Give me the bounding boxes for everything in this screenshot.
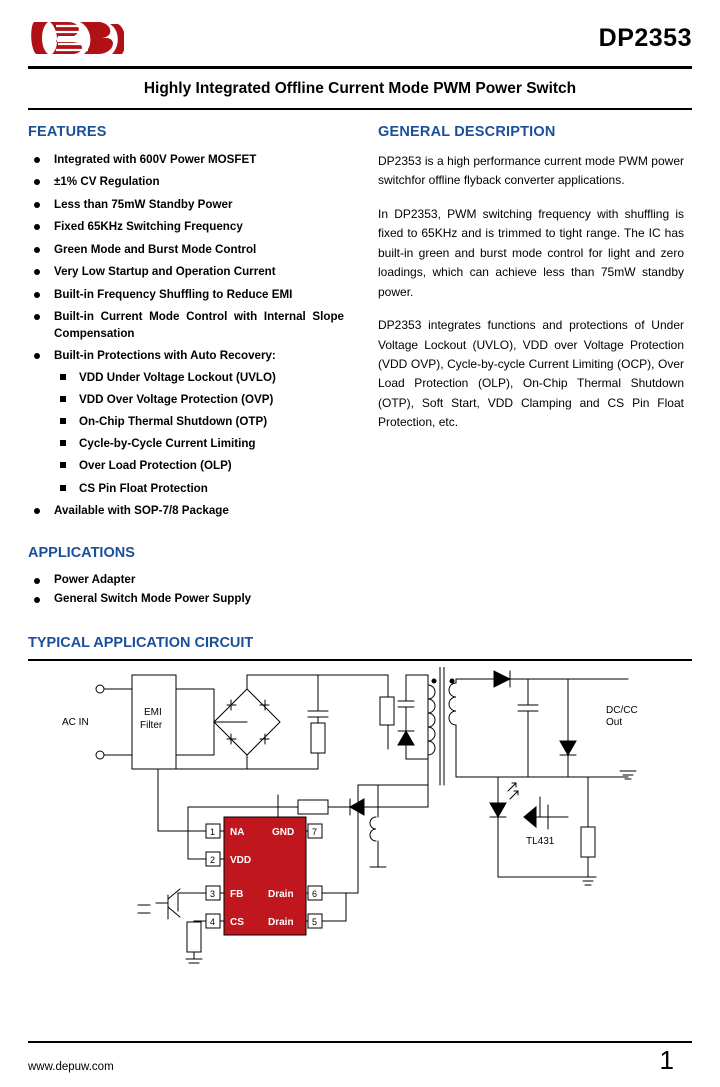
label-emi-line2: Filter bbox=[140, 720, 163, 732]
typical-application-circuit-heading: TYPICAL APPLICATION CIRCUIT bbox=[28, 635, 254, 652]
ic-pin-num-3: 3 bbox=[210, 889, 216, 900]
feature-item: Built-in Current Mode Control with Internal Slope Compensation bbox=[28, 309, 344, 342]
feature-item: Built-in Frequency Shuffling to Reduce EMI bbox=[28, 287, 344, 303]
ic-pin-name-gnd: GND bbox=[272, 827, 295, 839]
circuit-divider bbox=[28, 659, 692, 661]
features-heading: FEATURES bbox=[28, 124, 107, 140]
title-divider bbox=[28, 108, 692, 110]
protections-list bbox=[54, 370, 344, 497]
protection-item: Over Load Protection (OLP) bbox=[54, 458, 344, 474]
feature-item: Available with SOP-7/8 Package bbox=[28, 503, 344, 519]
feature-item: ±1% CV Regulation bbox=[28, 174, 344, 190]
ic-pin-num-7: 7 bbox=[312, 827, 318, 838]
ic-pin-name-drain-5: Drain bbox=[268, 917, 294, 929]
ic-pin-name-fb: FB bbox=[230, 889, 244, 901]
applications-list bbox=[28, 573, 344, 605]
schematic-diagram bbox=[28, 667, 692, 967]
ic-pin-num-5: 5 bbox=[312, 917, 318, 928]
protection-item: VDD Over Voltage Protection (OVP) bbox=[54, 392, 344, 408]
protection-item: CS Pin Float Protection bbox=[54, 481, 344, 497]
ic-pin-name-vdd: VDD bbox=[230, 855, 252, 867]
ic-pin-name-drain-6: Drain bbox=[268, 889, 294, 901]
description-paragraph: DP2353 is a high performance current mode PWM power switchfor offline flyback converter applications. bbox=[378, 154, 684, 188]
ic-pin-num-1: 1 bbox=[210, 827, 216, 838]
protection-item: Cycle-by-Cycle Current Limiting bbox=[54, 436, 344, 452]
label-emi-line1: EMI bbox=[144, 707, 162, 719]
application-item: General Switch Mode Power Supply bbox=[28, 592, 344, 605]
company-logo bbox=[28, 18, 124, 58]
features-list bbox=[28, 152, 344, 519]
feature-item: Integrated with 600V Power MOSFET bbox=[28, 152, 344, 168]
ic-pin-num-4: 4 bbox=[210, 917, 216, 928]
application-item: Power Adapter bbox=[28, 573, 344, 586]
ic-pin-num-2: 2 bbox=[210, 855, 216, 866]
feature-item-label: Built-in Protections with Auto Recovery: bbox=[54, 349, 276, 363]
page-number: 1 bbox=[659, 1045, 674, 1075]
content-columns bbox=[28, 124, 692, 611]
protection-item: On-Chip Thermal Shutdown (OTP) bbox=[54, 414, 344, 430]
feature-item-protections bbox=[28, 348, 344, 497]
protection-item: VDD Under Voltage Lockout (UVLO) bbox=[54, 370, 344, 386]
ic-pin-num-6: 6 bbox=[312, 889, 318, 900]
label-output-line2: Out bbox=[606, 717, 623, 729]
general-description-heading: GENERAL DESCRIPTION bbox=[378, 124, 556, 140]
feature-item: Less than 75mW Standby Power bbox=[28, 197, 344, 213]
features-column bbox=[28, 124, 344, 611]
label-output-line1: DC/CC bbox=[606, 705, 638, 717]
description-paragraph: In DP2353, PWM switching frequency with shuffling is fixed to 65KHz and is trimmed to tight range. The IC has built-in green and burst mode control for light and zero loadings, which can achieve less than 75mW standby power. bbox=[378, 206, 684, 299]
page-footer bbox=[28, 1041, 692, 1073]
feature-item: Very Low Startup and Operation Current bbox=[28, 264, 344, 280]
footer-website-link[interactable]: www.depuw.com bbox=[28, 1061, 114, 1073]
footer-divider bbox=[28, 1041, 692, 1043]
feature-item: Fixed 65KHz Switching Frequency bbox=[28, 219, 344, 235]
page-title: Highly Integrated Offline Current Mode PWM Power Switch bbox=[143, 80, 577, 97]
description-column bbox=[378, 124, 684, 611]
ic-pin-name-na: NA bbox=[230, 827, 245, 839]
page-header bbox=[28, 0, 692, 64]
label-tl431: TL431 bbox=[526, 836, 555, 848]
part-number: DP2353 bbox=[598, 23, 692, 52]
applications-heading: APPLICATIONS bbox=[28, 545, 135, 562]
feature-item: Green Mode and Burst Mode Control bbox=[28, 242, 344, 258]
label-ac-in: AC IN bbox=[62, 717, 89, 729]
ic-pin-name-cs: CS bbox=[230, 917, 244, 929]
description-paragraph: DP2353 integrates functions and protections of Under Voltage Lockout (UVLO), VDD over Voltage Protection (VDD OVP), Cycle-by-cycle Current Limiting (OCP), Over Load Protection (OLP), On-Chip Thermal Shutdown (OTP), Soft Start, VDD Clamping and CS Pin Float Protection, etc. bbox=[378, 318, 684, 430]
